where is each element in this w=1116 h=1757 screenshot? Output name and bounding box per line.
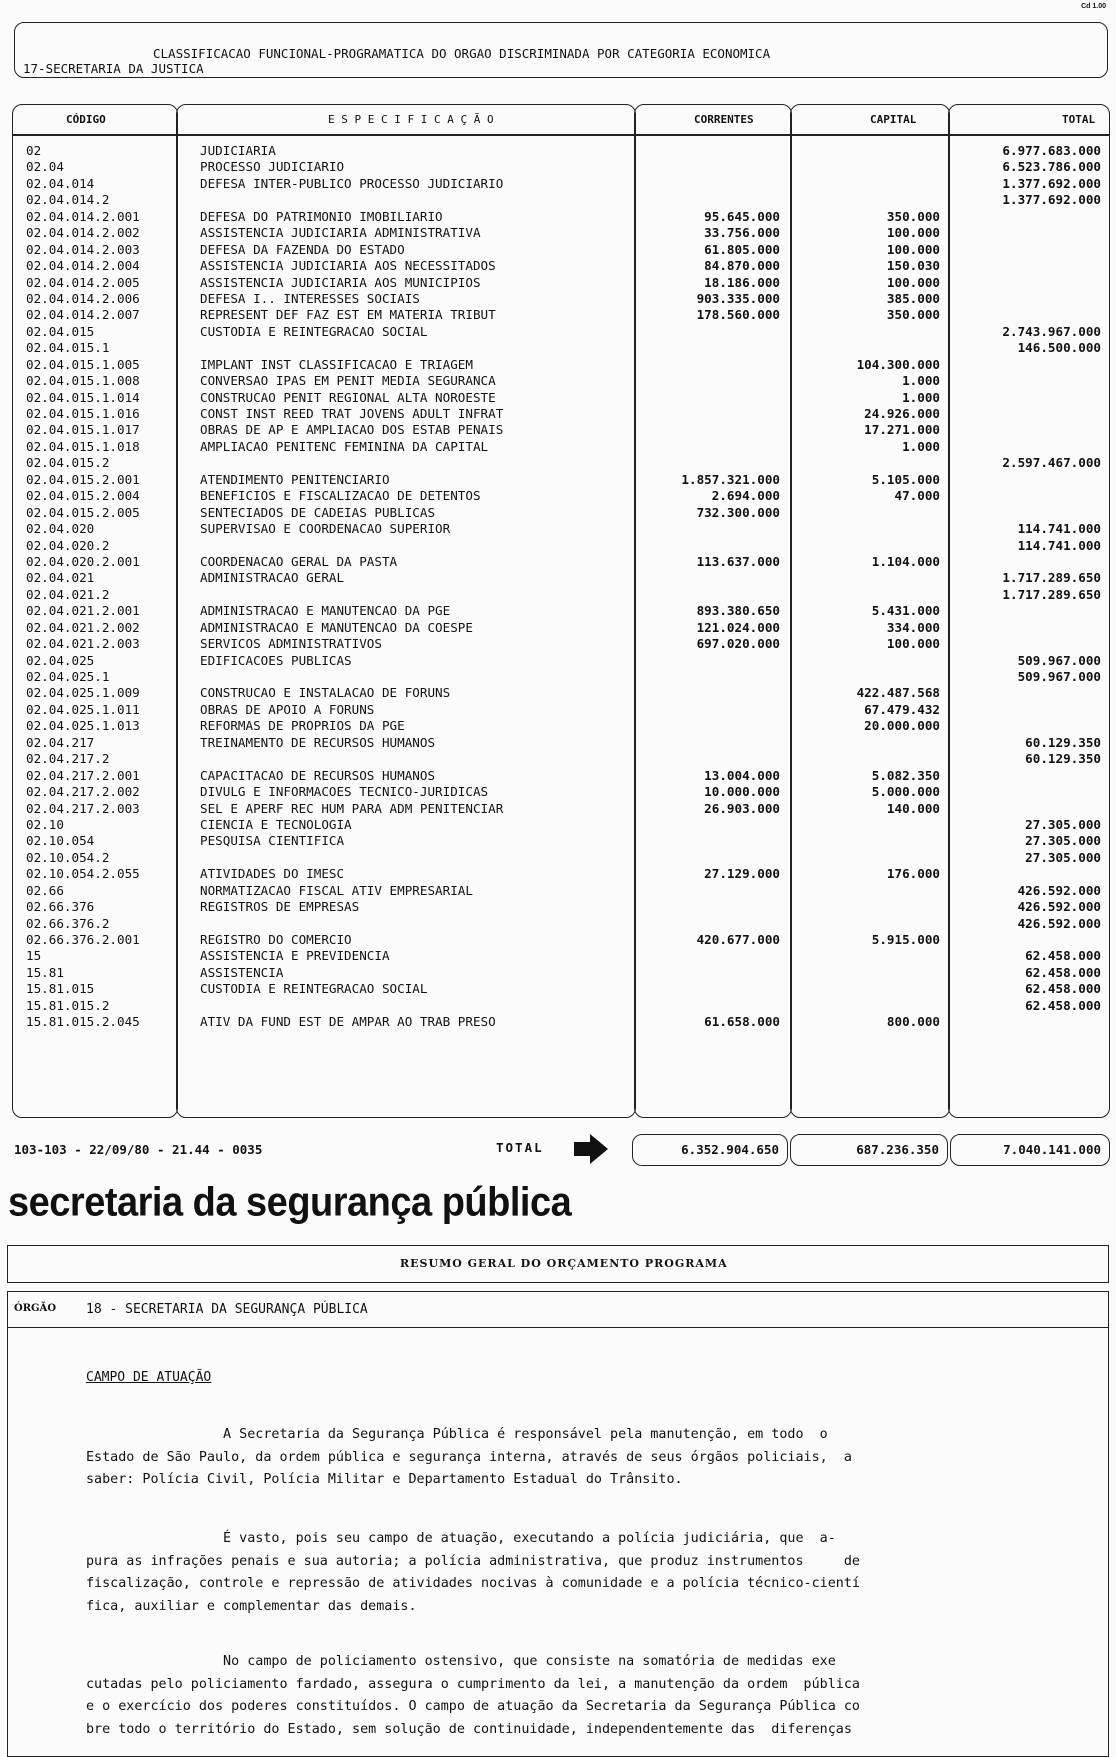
header-total: TOTAL bbox=[1062, 113, 1096, 126]
row-codigo: 15 bbox=[26, 948, 42, 964]
row-especificacao: ADMINISTRACAO E MANUTENCAO DA COESPE bbox=[200, 619, 473, 635]
row-capital: 5.082.350 bbox=[871, 767, 940, 783]
row-codigo: 02.04.217.2.003 bbox=[26, 800, 140, 816]
orgao-label: ÓRGÃO bbox=[14, 1303, 57, 1314]
table-row bbox=[0, 390, 1116, 406]
row-codigo: 02.04.015.2.001 bbox=[26, 471, 140, 487]
row-especificacao: COORDENACAO GERAL DA PASTA bbox=[200, 553, 398, 569]
row-especificacao: PESQUISA CIENTIFICA bbox=[200, 833, 345, 849]
row-codigo: 02.04.015.1.018 bbox=[26, 438, 140, 454]
row-capital: 100.000 bbox=[886, 636, 940, 652]
row-codigo: 02.04.020 bbox=[26, 521, 95, 537]
row-total: 509.967.000 bbox=[1017, 652, 1101, 668]
row-especificacao: REGISTROS DE EMPRESAS bbox=[200, 899, 360, 915]
row-especificacao: EDIFICACOES PUBLICAS bbox=[200, 652, 352, 668]
row-codigo: 02.04 bbox=[26, 159, 64, 175]
table-row bbox=[0, 866, 1116, 882]
row-codigo: 02.66.376.2.001 bbox=[26, 932, 140, 947]
row-codigo: 02.04.021.2.002 bbox=[26, 619, 140, 635]
row-codigo: 02.04.015.1 bbox=[26, 340, 110, 356]
row-correntes: 27.129.000 bbox=[704, 866, 780, 882]
row-total: 27.305.000 bbox=[1025, 833, 1101, 849]
row-codigo: 02.04.015.2.005 bbox=[26, 504, 140, 520]
table-row bbox=[0, 143, 1116, 159]
row-especificacao: ADMINISTRACAO E MANUTENCAO DA PGE bbox=[200, 603, 451, 619]
table-row bbox=[0, 685, 1116, 701]
table-row bbox=[0, 488, 1116, 504]
row-codigo: 02.04.025 bbox=[26, 652, 95, 668]
row-codigo: 02.04.015.2 bbox=[26, 455, 110, 471]
row-codigo: 02.04.020.2.001 bbox=[26, 553, 140, 569]
table-row bbox=[0, 324, 1116, 340]
row-total: 1.377.692.000 bbox=[1002, 175, 1101, 191]
row-codigo: 02.04.015.1.017 bbox=[26, 422, 140, 438]
row-codigo: 02.04.014.2.006 bbox=[26, 290, 140, 306]
table-row bbox=[0, 801, 1116, 817]
row-capital: 150.030 bbox=[886, 258, 940, 274]
row-especificacao: DEFESA INTER-PUBLICO PROCESSO JUDICIARIO bbox=[200, 175, 504, 191]
row-capital: 17.271.000 bbox=[864, 422, 940, 438]
table-row bbox=[0, 603, 1116, 619]
row-codigo: 02.04.014 bbox=[26, 175, 95, 191]
row-especificacao: ATIV DA FUND EST DE AMPAR AO TRAB PRESO bbox=[200, 1014, 496, 1030]
row-correntes: 420.677.000 bbox=[696, 932, 780, 947]
row-especificacao: DEFESA DO PATRIMONIO IMOBILIARIO bbox=[200, 208, 443, 224]
row-especificacao: DIVULG E INFORMACOES TECNICO-JURIDICAS bbox=[200, 784, 489, 800]
page-corner-mark: Cd 1.00 bbox=[1081, 3, 1106, 10]
row-total: 2.597.467.000 bbox=[1002, 455, 1101, 471]
row-codigo: 02.66.376.2 bbox=[26, 915, 110, 931]
row-total: 6.977.683.000 bbox=[1002, 143, 1101, 158]
row-codigo: 02.04.021 bbox=[26, 570, 95, 586]
row-codigo: 02.04.014.2 bbox=[26, 192, 110, 208]
table-row bbox=[0, 817, 1116, 833]
row-total: 60.129.350 bbox=[1025, 734, 1101, 750]
row-especificacao: CUSTODIA E REINTEGRACAO SOCIAL bbox=[200, 323, 428, 339]
row-capital: 20.000.000 bbox=[864, 718, 940, 734]
row-codigo: 02.66.376 bbox=[26, 899, 95, 915]
table-row bbox=[0, 768, 1116, 784]
row-codigo: 02.04.014.2.002 bbox=[26, 225, 140, 241]
row-correntes: 2.694.000 bbox=[711, 488, 780, 504]
row-correntes: 1.857.321.000 bbox=[681, 471, 780, 487]
row-correntes: 121.024.000 bbox=[696, 619, 780, 635]
table-body bbox=[0, 143, 1116, 1031]
table-row bbox=[0, 373, 1116, 389]
table-row bbox=[0, 636, 1116, 652]
arrow-right-icon bbox=[574, 1134, 608, 1164]
row-codigo: 02.04.020.2 bbox=[26, 537, 110, 553]
row-codigo: 02.04.014.2.001 bbox=[26, 208, 140, 224]
row-especificacao: NORMATIZACAO FISCAL ATIV EMPRESARIAL bbox=[200, 882, 473, 898]
table-row bbox=[0, 406, 1116, 422]
row-codigo: 02.10 bbox=[26, 816, 64, 832]
row-capital: 5.431.000 bbox=[871, 603, 940, 619]
section-title: secretaria da segurança pública bbox=[8, 1180, 572, 1226]
row-codigo: 02.04.025.1.013 bbox=[26, 718, 140, 734]
table-row bbox=[0, 620, 1116, 636]
row-codigo: 15.81.015.2 bbox=[26, 997, 110, 1013]
row-especificacao: SENTECIADOS DE CADEIAS PUBLICAS bbox=[200, 504, 436, 520]
row-capital: 5.105.000 bbox=[871, 471, 940, 487]
table-row bbox=[0, 307, 1116, 323]
row-capital: 5.915.000 bbox=[871, 932, 940, 947]
table-row bbox=[0, 784, 1116, 800]
row-capital: 385.000 bbox=[886, 290, 940, 306]
row-capital: 104.300.000 bbox=[856, 356, 940, 372]
row-codigo: 02.04.217 bbox=[26, 734, 95, 750]
resumo-title: RESUMO GERAL DO ORÇAMENTO PROGRAMA bbox=[400, 1257, 728, 1270]
row-codigo: 02.04.015 bbox=[26, 323, 95, 339]
row-codigo: 02.04.014.2.004 bbox=[26, 258, 140, 274]
row-especificacao: PROCESSO JUDICIARIO bbox=[200, 159, 345, 175]
row-especificacao: ATENDIMENTO PENITENCIARIO bbox=[200, 471, 390, 487]
table-row bbox=[0, 505, 1116, 521]
row-correntes: 61.805.000 bbox=[704, 241, 780, 257]
row-capital: 140.000 bbox=[886, 800, 940, 816]
row-codigo: 02.04.217.2.001 bbox=[26, 767, 140, 783]
row-especificacao: IMPLANT INST CLASSIFICACAO E TRIAGEM bbox=[200, 356, 473, 372]
row-codigo: 02.04.021.2.001 bbox=[26, 603, 140, 619]
row-especificacao: BENEFICIOS E FISCALIZACAO DE DETENTOS bbox=[200, 488, 481, 504]
row-codigo: 02.04.014.2.007 bbox=[26, 307, 140, 323]
table-row bbox=[0, 192, 1116, 208]
row-codigo: 02.04.015.1.005 bbox=[26, 356, 140, 372]
row-especificacao: SUPERVISAO E COORDENACAO SUPERIOR bbox=[200, 521, 451, 537]
row-codigo: 02.10.054.2.055 bbox=[26, 866, 140, 882]
row-codigo: 02.04.021.2 bbox=[26, 586, 110, 602]
row-capital: 1.104.000 bbox=[871, 553, 940, 569]
row-correntes: 84.870.000 bbox=[704, 258, 780, 274]
campo-title: CAMPO DE ATUAÇÃO bbox=[86, 1370, 212, 1385]
run-identifier: 103-103 - 22/09/80 - 21.44 - 0035 bbox=[14, 1142, 263, 1157]
table-row bbox=[0, 833, 1116, 849]
row-correntes: 33.756.000 bbox=[704, 225, 780, 241]
row-especificacao: REPRESENT DEF FAZ EST EM MATERIA TRIBUT bbox=[200, 307, 496, 323]
row-correntes: 61.658.000 bbox=[704, 1014, 780, 1030]
table-row bbox=[0, 587, 1116, 603]
report-title: CLASSIFICACAO FUNCIONAL-PROGRAMATICA DO ORGAO DISCRIMINADA POR CATEGORIA ECONOMICA bbox=[153, 46, 771, 61]
row-total: 60.129.350 bbox=[1025, 751, 1101, 767]
row-especificacao: SEL E APERF REC HUM PARA ADM PENITENCIAR bbox=[200, 800, 504, 816]
table-row bbox=[0, 439, 1116, 455]
row-codigo: 02.04.217.2 bbox=[26, 751, 110, 767]
row-correntes: 113.637.000 bbox=[696, 553, 780, 569]
table-row bbox=[0, 472, 1116, 488]
row-total: 62.458.000 bbox=[1025, 981, 1101, 997]
row-codigo: 15.81 bbox=[26, 964, 64, 980]
row-capital: 350.000 bbox=[886, 307, 940, 323]
row-especificacao: ASSISTENCIA JUDICIARIA AOS MUNICIPIOS bbox=[200, 274, 481, 290]
table-row bbox=[0, 998, 1116, 1014]
total-geral: 7.040.141.000 bbox=[950, 1134, 1110, 1166]
row-total: 62.458.000 bbox=[1025, 964, 1101, 980]
table-row bbox=[0, 899, 1116, 915]
table-row bbox=[0, 916, 1116, 932]
row-total: 27.305.000 bbox=[1025, 849, 1101, 865]
row-correntes: 18.186.000 bbox=[704, 274, 780, 290]
row-especificacao: ASSISTENCIA JUDICIARIA AOS NECESSITADOS bbox=[200, 258, 496, 274]
row-correntes: 13.004.000 bbox=[704, 767, 780, 783]
row-correntes: 26.903.000 bbox=[704, 800, 780, 816]
row-total: 2.743.967.000 bbox=[1002, 323, 1101, 339]
row-codigo: 15.81.015 bbox=[26, 981, 95, 997]
row-capital: 47.000 bbox=[894, 488, 940, 504]
table-row bbox=[0, 702, 1116, 718]
table-row bbox=[0, 751, 1116, 767]
table-row bbox=[0, 965, 1116, 981]
row-total: 62.458.000 bbox=[1025, 997, 1101, 1013]
header-divider bbox=[12, 134, 1110, 136]
campo-box bbox=[7, 1327, 1109, 1757]
table-row bbox=[0, 570, 1116, 586]
row-especificacao: CONVERSAO IPAS EM PENIT MEDIA SEGURANCA bbox=[200, 373, 496, 389]
row-capital: 176.000 bbox=[886, 866, 940, 882]
row-total: 426.592.000 bbox=[1017, 882, 1101, 898]
row-codigo: 02.04.025.1.011 bbox=[26, 701, 140, 717]
table-row bbox=[0, 176, 1116, 192]
row-capital: 100.000 bbox=[886, 274, 940, 290]
row-codigo: 02.04.025.1.009 bbox=[26, 685, 140, 701]
resumo-banner bbox=[7, 1245, 1109, 1283]
table-row bbox=[0, 735, 1116, 751]
orgao-value: 18 - SECRETARIA DA SEGURANÇA PÚBLICA bbox=[86, 1302, 368, 1317]
table-row bbox=[0, 275, 1116, 291]
row-especificacao: REGISTRO DO COMERCIO bbox=[200, 932, 352, 947]
row-especificacao: CONST INST REED TRAT JOVENS ADULT INFRAT bbox=[200, 406, 504, 421]
orgao-title: 17-SECRETARIA DA JUSTICA bbox=[23, 61, 204, 76]
row-especificacao: AMPLIACAO PENITENC FEMININA DA CAPITAL bbox=[200, 438, 489, 454]
row-codigo: 02.10.054.2 bbox=[26, 849, 110, 865]
table-row bbox=[0, 883, 1116, 899]
table-row bbox=[0, 422, 1116, 438]
row-total: 114.741.000 bbox=[1017, 537, 1101, 553]
table-row bbox=[0, 291, 1116, 307]
row-especificacao: CUSTODIA E REINTEGRACAO SOCIAL bbox=[200, 981, 428, 997]
row-total: 426.592.000 bbox=[1017, 915, 1101, 931]
table-row bbox=[0, 340, 1116, 356]
row-capital: 422.487.568 bbox=[856, 685, 940, 701]
table-row bbox=[0, 242, 1116, 258]
row-codigo: 02.66 bbox=[26, 882, 64, 898]
paragraph-3: No campo de policiamento ostensivo, que consiste na somatória de medidas exe cutadas pelo policiamento fardado, assegura o cumprimento da lei, a manutenção da ordem pública e o exercício dos poderes constituídos. O campo de atuação da Secretaria da Segurança Pública co bre todo o território do Estado, sem solução de continuidade, independentemente das diferenças bbox=[86, 1654, 860, 1737]
row-codigo: 02.04.015.1.014 bbox=[26, 389, 140, 405]
row-capital: 24.926.000 bbox=[864, 406, 940, 421]
row-capital: 1.000 bbox=[902, 373, 940, 389]
row-capital: 100.000 bbox=[886, 241, 940, 257]
table-row bbox=[0, 981, 1116, 997]
row-especificacao: ADMINISTRACAO GERAL bbox=[200, 570, 345, 586]
row-total: 509.967.000 bbox=[1017, 669, 1101, 684]
row-total: 27.305.000 bbox=[1025, 816, 1101, 832]
row-total: 426.592.000 bbox=[1017, 899, 1101, 915]
paragraph-1: A Secretaria da Segurança Pública é responsável pela manutenção, em todo o Estado de São Paulo, da ordem pública e segurança interna, através de seus órgãos policiais, a saber: Polícia Civil, Polícia Militar e Departamento Estadual do Trânsito. bbox=[86, 1427, 852, 1487]
row-codigo: 15.81.015.2.045 bbox=[26, 1014, 140, 1030]
table-row bbox=[0, 669, 1116, 685]
row-codigo: 02.04.014.2.005 bbox=[26, 274, 140, 290]
row-capital: 5.000.000 bbox=[871, 784, 940, 800]
header-especificacao: E S P E C I F I C A Ç Ã O bbox=[328, 113, 494, 126]
row-correntes: 697.020.000 bbox=[696, 636, 780, 652]
report-title-box bbox=[14, 22, 1108, 78]
row-especificacao: OBRAS DE APOIO A FORUNS bbox=[200, 701, 375, 717]
row-capital: 334.000 bbox=[886, 619, 940, 635]
table-row bbox=[0, 538, 1116, 554]
row-correntes: 903.335.000 bbox=[696, 290, 780, 306]
row-capital: 1.000 bbox=[902, 438, 940, 454]
table-row bbox=[0, 159, 1116, 175]
row-codigo: 02.04.015.1.008 bbox=[26, 373, 140, 389]
row-especificacao: OBRAS DE AP E AMPLIACAO DOS ESTAB PENAIS bbox=[200, 422, 504, 438]
total-correntes: 6.352.904.650 bbox=[632, 1134, 788, 1166]
row-especificacao: CONSTRUCAO PENIT REGIONAL ALTA NOROESTE bbox=[200, 389, 496, 405]
row-especificacao: ASSISTENCIA JUDICIARIA ADMINISTRATIVA bbox=[200, 225, 481, 241]
row-capital: 100.000 bbox=[886, 225, 940, 241]
row-capital: 800.000 bbox=[886, 1014, 940, 1030]
row-especificacao: ATIVIDADES DO IMESC bbox=[200, 866, 345, 882]
table-row bbox=[0, 718, 1116, 734]
row-especificacao: CONSTRUCAO E INSTALACAO DE FORUNS bbox=[200, 685, 451, 701]
row-especificacao: TREINAMENTO DE RECURSOS HUMANOS bbox=[200, 734, 436, 750]
row-codigo: 02.04.021.2.003 bbox=[26, 636, 140, 652]
row-especificacao: DEFESA I.. INTERESSES SOCIAIS bbox=[200, 290, 420, 306]
table-row bbox=[0, 653, 1116, 669]
row-total: 1.717.289.650 bbox=[1002, 570, 1101, 586]
row-total: 6.523.786.000 bbox=[1002, 159, 1101, 175]
row-codigo: 02.04.015.2.004 bbox=[26, 488, 140, 504]
row-especificacao: SERVICOS ADMINISTRATIVOS bbox=[200, 636, 382, 652]
table-row bbox=[0, 554, 1116, 570]
table-row bbox=[0, 932, 1116, 948]
table-row bbox=[0, 258, 1116, 274]
row-capital: 350.000 bbox=[886, 208, 940, 224]
total-label: TOTAL bbox=[496, 1140, 544, 1155]
row-capital: 1.000 bbox=[902, 389, 940, 405]
table-row bbox=[0, 948, 1116, 964]
orgao-row bbox=[7, 1291, 1109, 1327]
row-especificacao: CAPACITACAO DE RECURSOS HUMANOS bbox=[200, 767, 436, 783]
table-row bbox=[0, 225, 1116, 241]
row-capital: 67.479.432 bbox=[864, 701, 940, 717]
row-total: 1.377.692.000 bbox=[1002, 192, 1101, 208]
header-correntes: CORRENTES bbox=[694, 113, 754, 126]
row-codigo: 02.04.014.2.003 bbox=[26, 241, 140, 257]
row-codigo: 02 bbox=[26, 143, 42, 158]
header-capital: CAPITAL bbox=[870, 113, 917, 126]
row-correntes: 10.000.000 bbox=[704, 784, 780, 800]
row-especificacao: ASSISTENCIA bbox=[200, 964, 284, 980]
row-codigo: 02.04.015.1.016 bbox=[26, 406, 140, 421]
row-correntes: 893.380.650 bbox=[696, 603, 780, 619]
row-total: 114.741.000 bbox=[1017, 521, 1101, 537]
row-especificacao: ASSISTENCIA E PREVIDENCIA bbox=[200, 948, 390, 964]
table-row bbox=[0, 1014, 1116, 1030]
table-row bbox=[0, 357, 1116, 373]
row-correntes: 95.645.000 bbox=[704, 208, 780, 224]
table-row bbox=[0, 521, 1116, 537]
row-especificacao: CIENCIA E TECNOLOGIA bbox=[200, 816, 352, 832]
table-row bbox=[0, 209, 1116, 225]
total-capital: 687.236.350 bbox=[790, 1134, 948, 1166]
row-total: 1.717.289.650 bbox=[1002, 586, 1101, 602]
row-especificacao: REFORMAS DE PROPRIOS DA PGE bbox=[200, 718, 405, 734]
row-total: 62.458.000 bbox=[1025, 948, 1101, 964]
header-codigo: CÓDIGO bbox=[66, 113, 106, 126]
row-especificacao: DEFESA DA FAZENDA DO ESTADO bbox=[200, 241, 405, 257]
table-row bbox=[0, 455, 1116, 471]
row-codigo: 02.04.025.1 bbox=[26, 669, 110, 684]
paragraph-2: É vasto, pois seu campo de atuação, executando a polícia judiciária, que a- pura as infrações penais e sua autoria; a polícia administrativa, que produz instrumentos de fiscalização, controle e repressão de atividades nocivas à comunidade e a polícia técnico-cientí fica, auxiliar e complementar das demais. bbox=[86, 1531, 860, 1614]
row-codigo: 02.04.217.2.002 bbox=[26, 784, 140, 800]
row-correntes: 178.560.000 bbox=[696, 307, 780, 323]
row-total: 146.500.000 bbox=[1017, 340, 1101, 356]
table-row bbox=[0, 850, 1116, 866]
row-especificacao: JUDICIARIA bbox=[200, 143, 276, 158]
row-correntes: 732.300.000 bbox=[696, 504, 780, 520]
row-codigo: 02.10.054 bbox=[26, 833, 95, 849]
